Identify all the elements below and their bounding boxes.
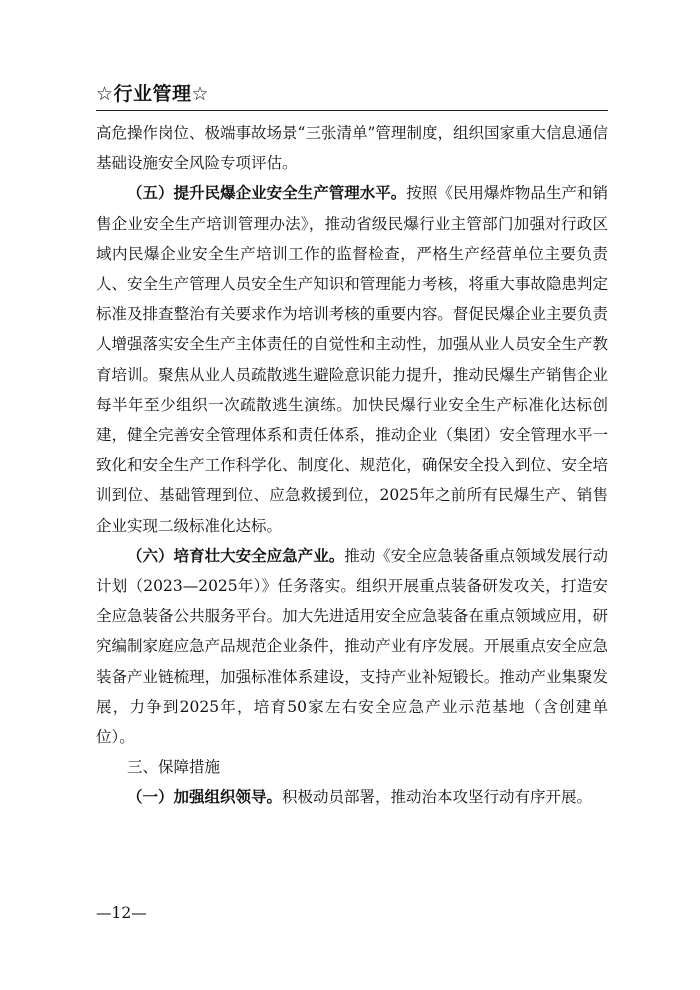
paragraph-section-6 — [96, 541, 608, 752]
page-number: —12— — [96, 904, 147, 922]
paragraph-continuation — [96, 118, 608, 178]
section-heading-safeguards — [96, 752, 608, 782]
paragraph-text: 积极动员部署，推动治本攻坚行动有序开展。 — [282, 788, 593, 807]
header-divider — [96, 110, 608, 111]
paragraph-safeguard-1 — [96, 782, 608, 812]
paragraph-text: 三、保障措施 — [127, 758, 221, 777]
page-header-title: ☆行业管理☆ — [96, 83, 210, 105]
section-heading-safeguard-1: （一）加强组织领导。 — [127, 787, 283, 807]
paragraph-section-5 — [96, 178, 608, 540]
paragraph-text: 高危操作岗位、极端事故场景“三张清单”管理制度，组织国家重大信息通信基础设施安全风险专项评估。 — [96, 124, 608, 173]
paragraph-text: 按照《民用爆炸物品生产和销售企业安全生产培训管理办法》，推动省级民爆行业主管部门加强对行政区域内民爆企业安全生产培训工作的监督检查，严格生产经营单位主要负责人、安全生产管理人员安全生产知识和管理能力考核，将重大事故隐患判定标准及排查整治有关要求作为培训考核的重要内容。督促民爆企业主要负责人增强落实安全生产主体责任的自觉性和主动性，加强从业人员安全生产教育培训。聚焦从业人员疏散逃生避险意识能力提升，推动民爆生产销售企业每半年至少组织一次疏散逃生演练。加快民爆行业安全生产标准化达标创建，健全完善安全管理体系和责任体系，推动企业（集团）安全管理水平一致化和安全生产工作科学化、制度化、规范化，确保安全投入到位、安全培训到位、基础管理到位、应急救援到位，2025年之前所有民爆生产、销售企业实现二级标准化达标。 — [96, 184, 608, 535]
section-heading-5: （五）提升民爆企业安全生产管理水平。 — [127, 183, 407, 203]
paragraph-text: 推动《安全应急装备重点领域发展行动计划（2023—2025年）》任务落实。组织开展重点装备研发攻关，打造安全应急装备公共服务平台。加大先进适用安全应急装备在重点领域应用，研究编制家庭应急产品规范企业条件，推动产业有序发展。开展重点安全应急装备产业链梳理，加强标准体系建设，支持产业补短锻长。推动产业集聚发展，力争到2025年，培育50家左右安全应急产业示范基地（含创建单位）。 — [96, 546, 608, 747]
section-heading-6: （六）培育壮大安全应急产业。 — [127, 545, 345, 565]
document-body — [96, 118, 608, 813]
